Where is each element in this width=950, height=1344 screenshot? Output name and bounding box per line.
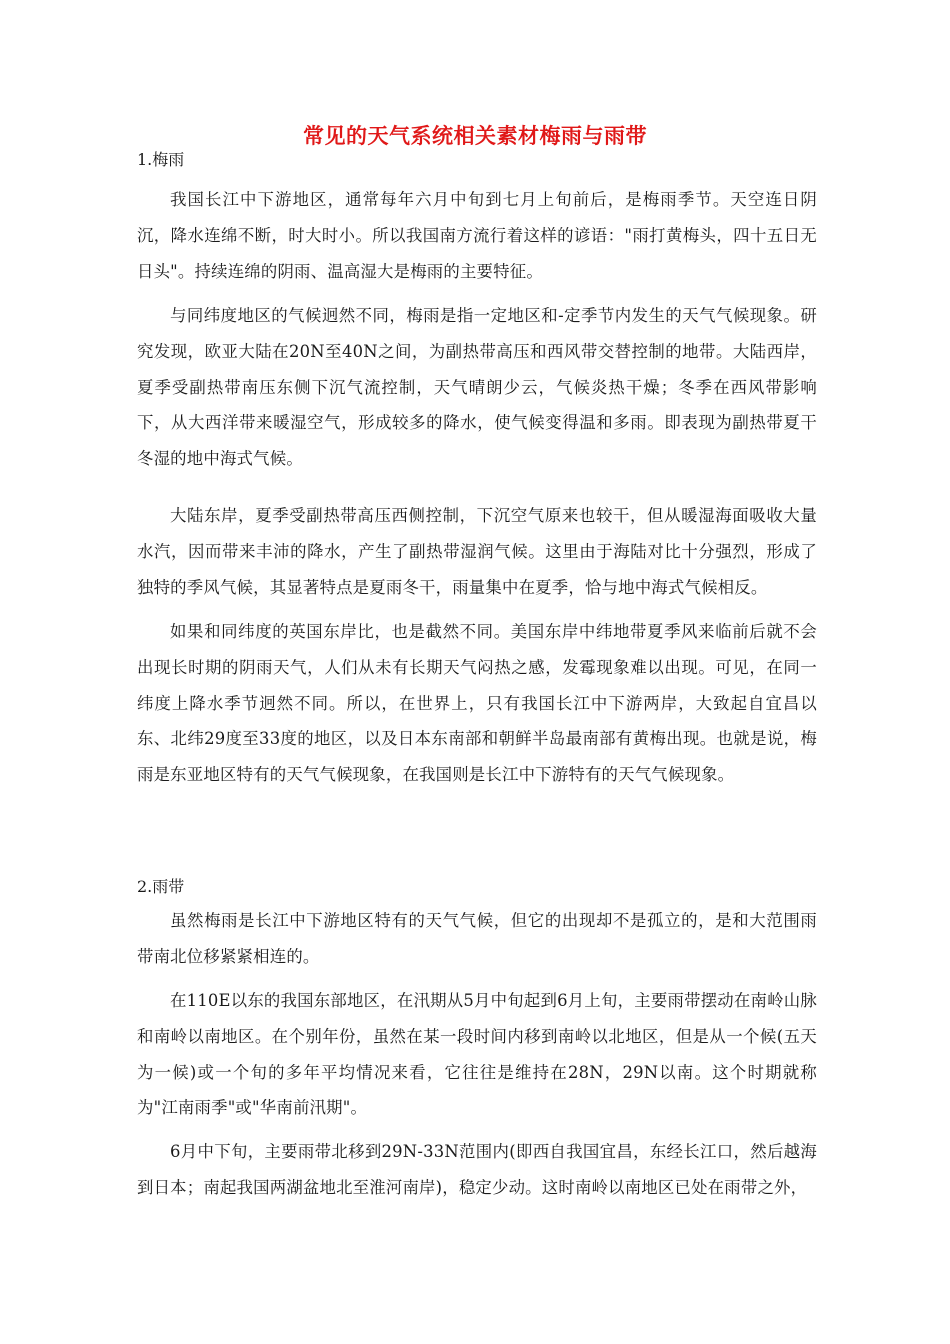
paragraph: 虽然梅雨是长江中下游地区特有的天气气候，但它的出现却不是孤立的，是和大范围雨带南北位移紧紧相连的。 [137,911,817,966]
paragraph: 6月中下旬，主要雨带北移到29N-33N范围内(即西自我国宜昌，东经长江口，然后越海到日本；南起我国两湖盆地北至淮河南岸)，稳定少动。这时南岭以南地区已处在雨带之外， [137,1142,817,1197]
paragraph: 与同纬度地区的气候迥然不同，梅雨是指一定地区和-定季节内发生的天气气候现象。研究发现，欧亚大陆在20N至40N之间，为副热带高压和西风带交替控制的地带。大陆西岸，夏季受副热带南压东侧下沉气流控制，天气晴朗少云，气候炎热干燥；冬季在西风带影响下，从大西洋带来暖湿空气，形成较多的降水，使气候变得温和多雨。即表现为副热带夏干冬湿的地中海式气候。 [137,306,817,469]
section-heading-meiyu: 1.梅雨 [137,150,185,169]
paragraph: 我国长江中下游地区，通常每年六月中旬到七月上旬前后，是梅雨季节。天空连日阴沉，降水连绵不断，时大时小。所以我国南方流行着这样的谚语："雨打黄梅头，四十五日无日头"。持续连绵的阴雨、温高湿大是梅雨的主要特征。 [137,190,817,281]
paragraph: 如果和同纬度的英国东岸比，也是截然不同。美国东岸中纬地带夏季风来临前后就不会出现长时期的阴雨天气，人们从未有长期天气闷热之感，发霉现象难以出现。可见，在同一纬度上降水季节迥然不同。所以，在世界上，只有我国长江中下游两岸，大致起自宜昌以东、北纬29度至33度的地区，以及日本东南部和朝鲜半岛最南部有黄梅出现。也就是说，梅雨是东亚地区特有的天气气候现象，在我国则是长江中下游特有的天气气候现象。 [137,622,817,785]
section-heading-rainbelt: 2.雨带 [137,877,185,896]
paragraph: 在110E以东的我国东部地区，在汛期从5月中旬起到6月上旬，主要雨带摆动在南岭山脉和南岭以南地区。在个别年份，虽然在某一段时间内移到南岭以北地区，但是从一个候(五天为一候)或一个旬的多年平均情况来看，它往往是维持在28N，29N以南。这个时期就称为"江南雨季"或"华南前汛期"。 [137,991,817,1118]
document-title: 常见的天气系统相关素材梅雨与雨带 [303,123,647,148]
paragraph: 大陆东岸，夏季受副热带高压西侧控制，下沉空气原来也较干，但从暖湿海面吸收大量水汽，因而带来丰沛的降水，产生了副热带湿润气候。这里由于海陆对比十分强烈，形成了独特的季风气候，其显著特点是夏雨冬干，雨量集中在夏季，恰与地中海式气候相反。 [137,506,817,597]
